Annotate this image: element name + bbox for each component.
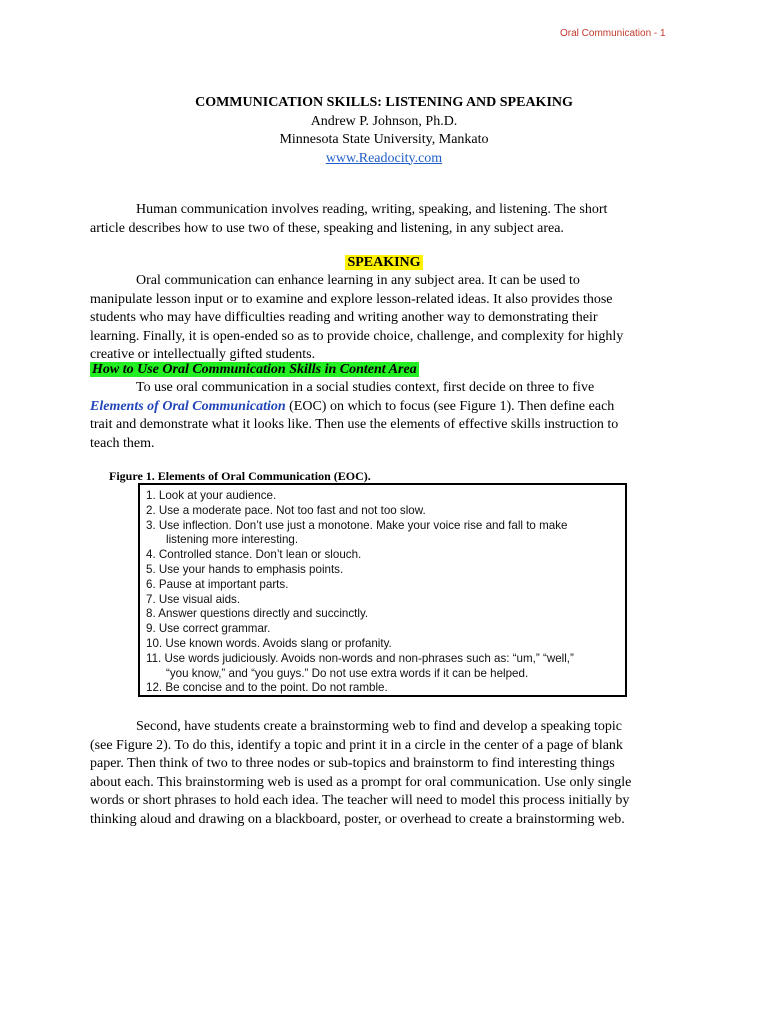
brainstorm-paragraph bbox=[90, 718, 680, 829]
eoc-item: 12. Be concise and to the point. Do not ramble. bbox=[146, 681, 388, 695]
author-name: Andrew P. Johnson, Ph.D. bbox=[310, 113, 458, 129]
figure-1-caption: Figure 1. Elements of Oral Communication (EOC). bbox=[109, 469, 371, 483]
eoc-item: 4. Controlled stance. Don’t lean or slouch. bbox=[146, 548, 362, 562]
brainstorm-line: paper. Then think of two to three nodes or sub-topics and brainstorm to find interesting things bbox=[90, 756, 615, 771]
speaking-heading-text: SPEAKING bbox=[347, 255, 421, 270]
eoc-item: 9. Use correct grammar. bbox=[146, 622, 271, 636]
speaking-paragraph bbox=[90, 272, 680, 365]
speaking-line: manipulate lesson input or to examine and explore lesson-related ideas. It also provides those bbox=[90, 291, 613, 307]
eoc-item: 11. Use words judiciously. Avoids non-words and non-phrases such as: “um,” “well,” “you know,” and “you guys.” Do not use extra words if it can be helped. bbox=[146, 651, 574, 680]
brainstorm-line: words or short phrases to hold each idea. The teacher will need to model this process initially by bbox=[90, 793, 630, 808]
brainstorm-line: (see Figure 2). To do this, identify a topic and print it in a circle in the center of a page of blank bbox=[90, 737, 623, 753]
how-to-line: trait and demonstrate what it looks like. Then use the elements of effective skills instruction to bbox=[90, 417, 619, 432]
eoc-term: Elements of Oral Communication bbox=[90, 398, 286, 414]
how-to-paragraph bbox=[90, 379, 680, 453]
website-link[interactable]: www.Readocity.com bbox=[325, 150, 443, 166]
brainstorm-line: Second, have students create a brainstorming web to find and develop a speaking topic bbox=[136, 719, 622, 734]
running-header: Oral Communication - 1 bbox=[560, 28, 666, 39]
speaking-line: creative or intellectually gifted students. bbox=[90, 347, 316, 362]
eoc-item: 10. Use known words. Avoids slang or profanity. bbox=[146, 636, 392, 650]
how-to-heading bbox=[90, 361, 419, 379]
intro-paragraph bbox=[90, 201, 680, 238]
speaking-line: Oral communication can enhance learning in any subject area. It can be used to bbox=[136, 273, 580, 288]
intro-line: article describes how to use two of these, speaking and listening, in any subject area. bbox=[90, 220, 564, 236]
eoc-item: 1. Look at your audience. bbox=[146, 489, 277, 502]
eoc-item: 6. Pause at important parts. bbox=[146, 577, 289, 591]
document-title: COMMUNICATION SKILLS: LISTENING AND SPEAKING bbox=[195, 95, 573, 110]
figure-1-box bbox=[138, 483, 627, 697]
how-to-line: teach them. bbox=[90, 435, 155, 451]
intro-line: Human communication involves reading, writing, speaking, and listening. The short bbox=[136, 202, 608, 217]
eoc-item: 7. Use visual aids. bbox=[146, 592, 241, 606]
speaking-line: learning. Finally, it is open-ended so as to provide choice, challenge, and complexity for highly bbox=[90, 328, 624, 344]
how-to-line: (EOC) on which to focus (see Figure 1). Then define each bbox=[285, 398, 615, 414]
how-to-heading-text: How to Use Oral Communication Skills in Content Area bbox=[92, 362, 417, 377]
eoc-item: 8. Answer questions directly and succinctly. bbox=[146, 607, 369, 621]
eoc-item: 2. Use a moderate pace. Not too fast and not too slow. bbox=[146, 503, 426, 517]
speaking-line: students who may have difficulties reading and writing another way to demonstrating their bbox=[90, 310, 598, 325]
eoc-item: 3. Use inflection. Don’t use just a monotone. Make your voice rise and fall to make listening more interesting. bbox=[146, 518, 568, 547]
eoc-item: 5. Use your hands to emphasis points. bbox=[146, 562, 344, 576]
author-affiliation: Minnesota State University, Mankato bbox=[279, 132, 489, 147]
brainstorm-line: about each. This brainstorming web is used as a prompt for oral communication. Use only single bbox=[90, 774, 632, 790]
brainstorm-line: thinking aloud and drawing on a blackboard, poster, or overhead to create a brainstorming web. bbox=[90, 811, 625, 827]
title-block bbox=[90, 94, 678, 168]
how-to-line: To use oral communication in a social studies context, first decide on three to five bbox=[136, 380, 595, 395]
speaking-heading bbox=[0, 254, 768, 272]
